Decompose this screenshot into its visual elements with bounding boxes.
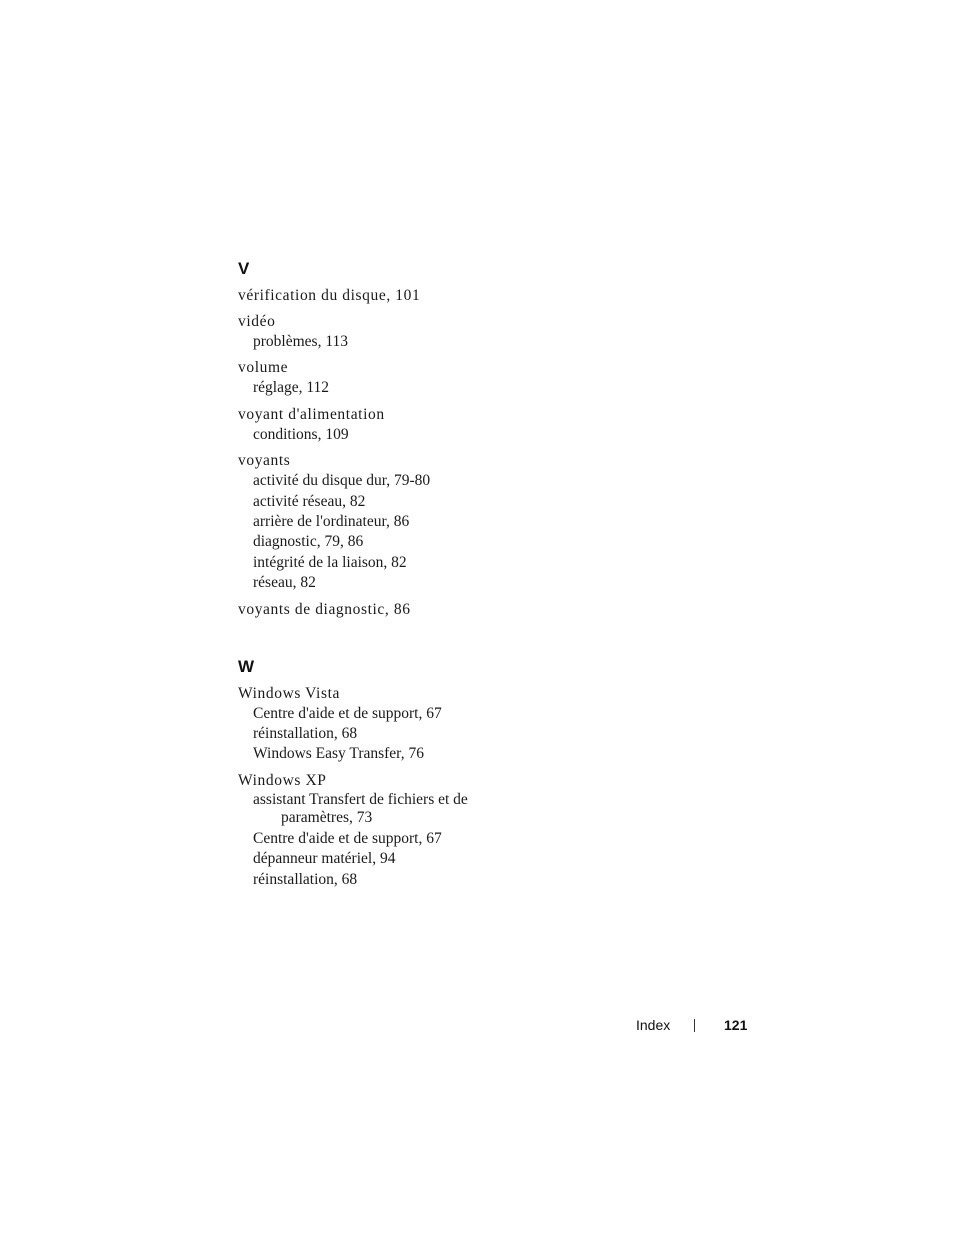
entry-term: Windows XP xyxy=(238,771,327,789)
sub-entry: conditions, 109 xyxy=(253,425,349,443)
sub-entry: Centre d'aide et de support, 67 xyxy=(253,704,442,722)
sub-entry-list xyxy=(238,425,538,445)
index-entry xyxy=(238,451,538,593)
sub-entry-list xyxy=(238,332,538,352)
index-section-v xyxy=(238,258,538,620)
sub-entry: Centre d'aide et de support, 67 xyxy=(253,829,442,847)
sub-entry: réinstallation, 68 xyxy=(253,870,358,888)
sub-entry: réglage, 112 xyxy=(253,379,330,397)
sub-entry-list xyxy=(238,704,538,765)
index-entry xyxy=(238,405,538,445)
index-section-w xyxy=(238,656,538,890)
index-entry xyxy=(238,600,538,620)
entry-term: vérification du disque, 101 xyxy=(238,287,421,304)
index-entry xyxy=(238,286,538,306)
page-footer xyxy=(0,1014,954,1036)
entry-term: vidéo xyxy=(238,313,276,330)
index-entry xyxy=(238,771,538,890)
sub-entry: activité du disque dur, 79-80 xyxy=(253,472,431,490)
sub-entry: diagnostic, 79, 86 xyxy=(253,533,364,551)
sub-entry-list xyxy=(238,471,538,593)
index-entry xyxy=(238,312,538,352)
entry-term: volume xyxy=(238,359,289,377)
sub-entry: activité réseau, 82 xyxy=(253,492,366,510)
sub-entry-list xyxy=(238,378,538,398)
sub-entry: dépanneur matériel, 94 xyxy=(253,850,396,868)
index-entry xyxy=(238,358,538,398)
entry-term: voyants xyxy=(238,452,291,470)
sub-entry: réseau, 82 xyxy=(253,574,316,592)
sub-entry: intégrité de la liaison, 82 xyxy=(253,553,407,571)
entry-term: voyants de diagnostic, 86 xyxy=(238,600,411,618)
section-letter: V xyxy=(238,259,250,278)
footer-section-label: Index xyxy=(636,1017,671,1033)
sub-entry: arrière de l'ordinateur, 86 xyxy=(253,513,410,531)
sub-entry-list xyxy=(238,791,538,890)
section-letter: W xyxy=(238,656,255,676)
sub-entry: Windows Easy Transfer, 76 xyxy=(253,745,424,763)
page-number: 121 xyxy=(724,1017,748,1033)
entry-term: voyant d'alimentation xyxy=(238,405,385,423)
index-column xyxy=(238,258,538,896)
footer-separator xyxy=(694,1019,695,1032)
entry-term: Windows Vista xyxy=(238,684,340,702)
index-entry xyxy=(238,684,538,765)
sub-entry: réinstallation, 68 xyxy=(253,725,358,743)
sub-entry: assistant Transfert de fichiers et de paramètres, 73 xyxy=(253,790,468,826)
sub-entry: problèmes, 113 xyxy=(253,333,348,350)
